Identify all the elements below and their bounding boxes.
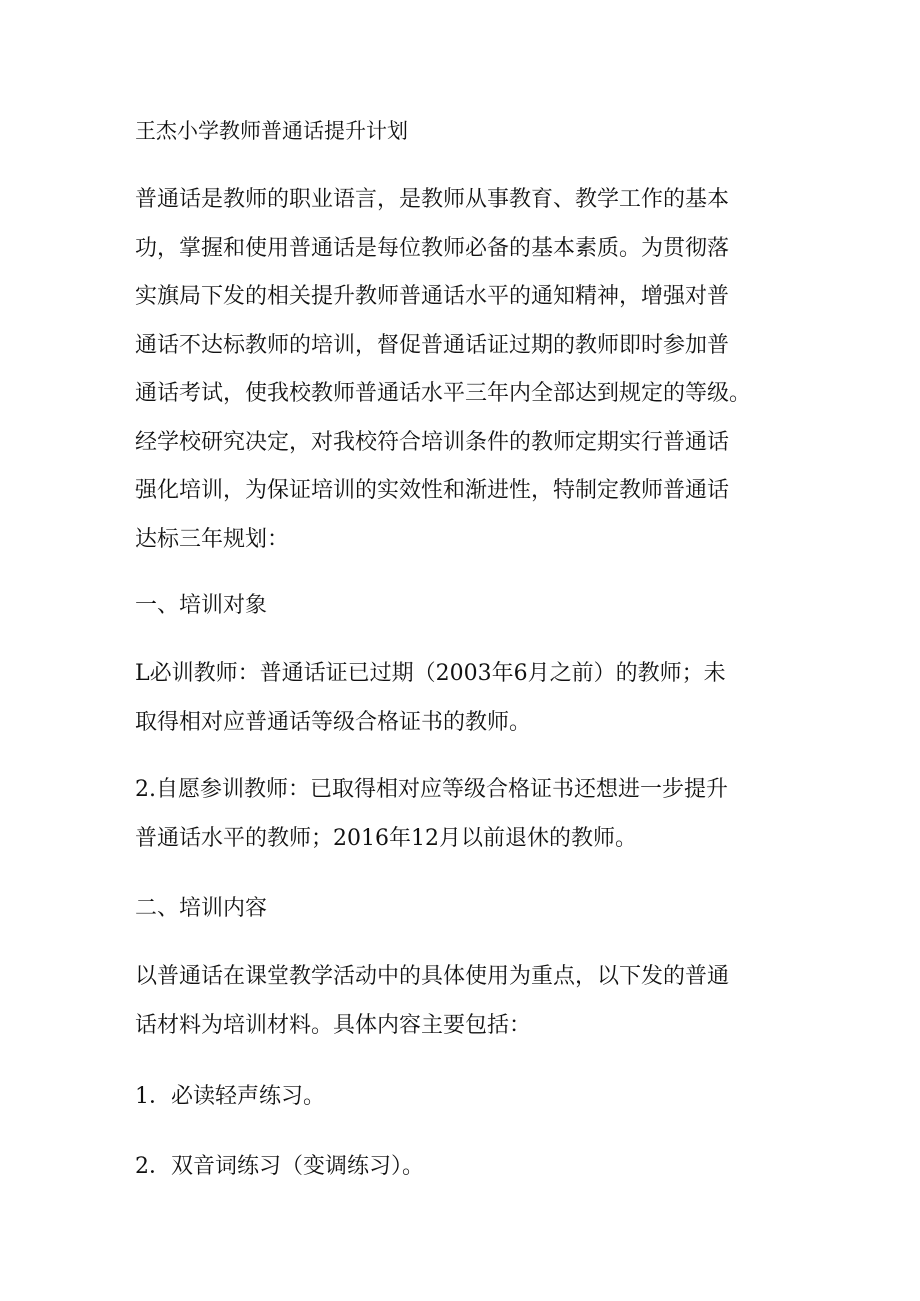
section-heading-training-targets [135,582,785,631]
content-item-neutral-tone [135,1073,785,1122]
item-line: 普通话水平的教师；2016年12月以前退休的教师。 [135,825,637,851]
content-item-text: 2．双音词练习（变调练习）。 [135,1154,424,1179]
intro-line: 达标三年规划： [135,526,290,552]
intro-line: 经学校研究决定，对我校符合培训条件的教师定期实行普通话 [135,429,730,455]
item-line: L必训教师：普通话证已过期（2003年6月之前）的教师；未 [135,661,726,686]
item-line: 2.自愿参训教师：已取得相对应等级合格证书还想进一步提升 [135,777,728,802]
intro-line: 普通话是教师的职业语言，是教师从事教育、教学工作的基本 [135,187,730,212]
intro-line: 实旗局下发的相关提升教师普通话水平的通知精神，增强对普 [135,284,730,309]
intro-line: 功，掌握和使用普通话是每位教师必备的基本素质。为贯彻落 [135,235,730,261]
intro-line: 通话考试，使我校教师普通话水平三年内全部达到规定的等级。 [135,381,752,406]
content-intro-line: 话材料为培训材料。具体内容主要包括： [135,1012,532,1038]
intro-line: 通话不达标教师的培训，督促普通话证过期的教师即时参加普 [135,332,730,358]
section-heading-training-content [135,885,785,934]
content-item-text: 1．必读轻声练习。 [135,1084,325,1109]
section-heading-text: 二、培训内容 [135,896,268,921]
content-intro-paragraph [135,953,785,1050]
content-item-disyllabic-words [135,1143,785,1192]
content-intro-line: 以普通话在课堂教学活动中的具体使用为重点，以下发的普通 [135,964,730,989]
intro-line: 强化培训，为保证培训的实效性和渐进性，特制定教师普通话 [135,478,730,503]
document-title [135,107,785,156]
title-text: 王杰小学教师普通话提升计划 [135,119,408,143]
target-item-mandatory [135,650,785,747]
intro-paragraph [135,176,785,564]
item-line: 取得相对应普通话等级合格证书的教师。 [135,709,532,735]
section-heading-text: 一、培训对象 [135,593,268,618]
target-item-voluntary [135,766,785,863]
